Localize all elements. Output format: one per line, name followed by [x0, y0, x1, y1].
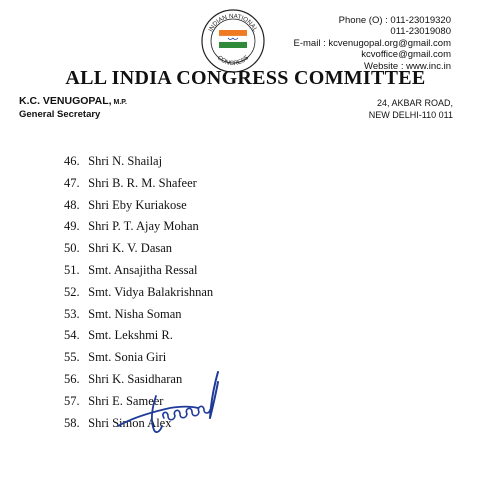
member-name: Shri N. Shailaj: [88, 154, 163, 168]
member-name: Shri Simon Alex: [88, 415, 172, 430]
list-item: [64, 173, 213, 195]
item-number: 52.: [64, 284, 80, 299]
member-name: Smt. Nisha Soman: [88, 306, 182, 321]
member-name: Shri K. V. Dasan: [88, 241, 173, 256]
member-name: Shri E. Sameer: [88, 393, 164, 408]
list-item: [64, 347, 213, 369]
item-number: 55.: [64, 350, 80, 365]
list-item: [64, 151, 213, 173]
address-line-1: 24, AKBAR ROAD,: [376, 98, 453, 108]
item-number: 47.: [64, 175, 80, 190]
svg-text:INDIAN NATIONAL: INDIAN NATIONAL: [207, 12, 259, 33]
list-item: [64, 282, 213, 304]
organization-title: ALL INDIA CONGRESS COMMITTEE: [65, 67, 426, 89]
member-name: Shri P. T. Ajay Mohan: [88, 219, 199, 234]
list-item: [64, 238, 213, 260]
signatory-name: [19, 95, 127, 109]
signatory-block: [19, 95, 127, 121]
congress-flag-logo-icon: [200, 8, 266, 74]
item-number: 50.: [64, 241, 80, 256]
contact-details: [294, 15, 451, 72]
member-name: Shri Eby Kuriakose: [88, 197, 187, 212]
signatory-name-text: K.C. VENUGOPAL,: [19, 95, 112, 107]
member-name: Smt. Vidya Balakrishnan: [88, 284, 214, 299]
item-number: 48.: [64, 197, 80, 212]
signatory-suffix: M.P.: [111, 99, 127, 106]
item-number: 58.: [64, 415, 80, 430]
list-item: [64, 304, 213, 326]
list-item: [64, 260, 213, 282]
item-number: 46.: [64, 154, 80, 168]
item-number: 53.: [64, 306, 80, 321]
email-primary: E-mail : kcvenugopal.org@gmail.com: [293, 37, 451, 49]
member-name: Smt. Lekshmi R.: [88, 328, 173, 343]
list-item: [64, 216, 213, 238]
email-secondary: kcvoffice@gmail.com: [361, 49, 451, 61]
website: Website : www.inc.in: [364, 60, 451, 72]
svg-text:CONGRESS: CONGRESS: [215, 54, 251, 68]
signature-icon: [112, 368, 242, 438]
item-number: 57.: [64, 393, 80, 408]
office-address: [369, 97, 453, 121]
member-name: Smt. Ansajitha Ressal: [88, 262, 198, 277]
list-item: [64, 195, 213, 217]
member-name: Smt. Sonia Giri: [88, 350, 167, 365]
member-name: Shri B. R. M. Shafeer: [88, 175, 197, 190]
phone-primary: Phone (O) : 011-23019320: [338, 15, 451, 26]
signatory-designation: General Secretary: [19, 109, 101, 120]
item-number: 56.: [64, 371, 80, 386]
member-name: Shri K. Sasidharan: [88, 371, 183, 386]
list-item: [64, 325, 213, 347]
phone-secondary: 011-23019080: [390, 26, 451, 38]
item-number: 54.: [64, 328, 80, 343]
item-number: 51.: [64, 262, 80, 277]
item-number: 49.: [64, 219, 80, 234]
address-line-2: NEW DELHI-110 011: [368, 110, 453, 120]
